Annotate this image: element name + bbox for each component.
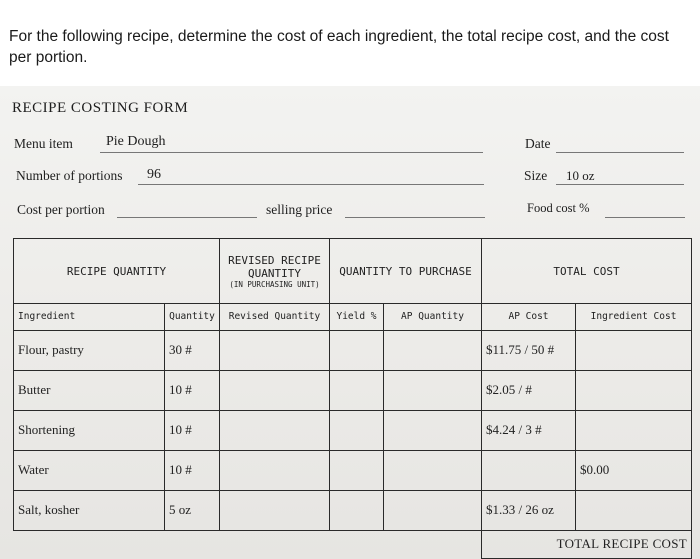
ap-quantity-cell[interactable] bbox=[384, 450, 482, 490]
food-cost-label: Food cost % bbox=[527, 201, 590, 215]
quantity-cell: 10 # bbox=[165, 410, 220, 450]
date-line bbox=[556, 152, 684, 153]
table-row bbox=[14, 450, 692, 490]
col-ingredient: Ingredient bbox=[14, 304, 165, 330]
size-line bbox=[556, 184, 684, 185]
yield-cell[interactable] bbox=[330, 410, 384, 450]
cost-per-portion-line bbox=[117, 217, 257, 218]
table-row bbox=[14, 330, 692, 370]
portions-value: 96 bbox=[147, 167, 161, 182]
ap-cost-cell: $4.24 / 3 # bbox=[482, 410, 576, 450]
question-text: For the following recipe, determine the cost of each ingredient, the total recipe cost, and the cost per portion. bbox=[9, 28, 669, 66]
menu-item-value: Pie Dough bbox=[106, 134, 166, 149]
ap-quantity-cell[interactable] bbox=[384, 410, 482, 450]
col-ingredient-cost: Ingredient Cost bbox=[576, 304, 692, 330]
col-ap-cost: AP Cost bbox=[482, 304, 576, 330]
portions-line bbox=[138, 184, 484, 185]
ap-cost-cell: $1.33 / 26 oz bbox=[482, 490, 576, 530]
col-quantity: Quantity bbox=[165, 304, 220, 330]
table-row bbox=[14, 370, 692, 410]
ingredient-cell: Water bbox=[14, 450, 165, 490]
selling-price-line bbox=[345, 217, 485, 218]
ap-cost-cell: $11.75 / 50 # bbox=[482, 330, 576, 370]
revised-quantity-title: REVISED RECIPE QUANTITY bbox=[228, 253, 321, 280]
recipe-quantity-header: RECIPE QUANTITY bbox=[14, 239, 220, 304]
ingredient-cost-cell[interactable]: $0.00 bbox=[576, 450, 692, 490]
yield-cell[interactable] bbox=[330, 450, 384, 490]
ingredient-cost-cell[interactable] bbox=[576, 490, 692, 530]
ap-cost-cell: $2.05 / # bbox=[482, 370, 576, 410]
quantity-to-purchase-header: QUANTITY TO PURCHASE bbox=[330, 239, 482, 304]
total-cost-header: TOTAL COST bbox=[482, 239, 692, 304]
size-value: 10 oz bbox=[566, 168, 595, 183]
ingredient-cell: Salt, kosher bbox=[14, 490, 165, 530]
revised-quantity-cell[interactable] bbox=[220, 330, 330, 370]
ingredient-cell: Butter bbox=[14, 370, 165, 410]
recipe-costing-form bbox=[0, 86, 700, 559]
revised-quantity-cell[interactable] bbox=[220, 490, 330, 530]
menu-item-label: Menu item bbox=[14, 136, 73, 151]
selling-price-label: selling price bbox=[266, 202, 333, 217]
ap-cost-cell bbox=[482, 450, 576, 490]
revised-quantity-header bbox=[220, 239, 330, 304]
ingredient-cost-cell[interactable] bbox=[576, 370, 692, 410]
quantity-cell: 5 oz bbox=[165, 490, 220, 530]
cost-per-portion-label: Cost per portion bbox=[17, 202, 105, 217]
ingredient-cell: Shortening bbox=[14, 410, 165, 450]
col-revised-quantity: Revised Quantity bbox=[220, 304, 330, 330]
revised-quantity-cell[interactable] bbox=[220, 370, 330, 410]
revised-quantity-subtitle: (IN PURCHASING UNIT) bbox=[229, 279, 320, 289]
form-title: RECIPE COSTING FORM bbox=[12, 100, 189, 116]
ap-quantity-cell[interactable] bbox=[384, 370, 482, 410]
ingredient-cell: Flour, pastry bbox=[14, 330, 165, 370]
total-spacer bbox=[14, 530, 482, 558]
yield-cell[interactable] bbox=[330, 370, 384, 410]
column-header-row bbox=[14, 304, 692, 330]
yield-cell[interactable] bbox=[330, 330, 384, 370]
food-cost-line bbox=[605, 217, 685, 218]
yield-cell[interactable] bbox=[330, 490, 384, 530]
table-row bbox=[14, 410, 692, 450]
quantity-cell: 30 # bbox=[165, 330, 220, 370]
group-header-row bbox=[14, 239, 692, 304]
col-ap-quantity: AP Quantity bbox=[384, 304, 482, 330]
size-label: Size bbox=[524, 168, 548, 183]
ap-quantity-cell[interactable] bbox=[384, 490, 482, 530]
ingredient-cost-cell[interactable] bbox=[576, 330, 692, 370]
table-row bbox=[14, 490, 692, 530]
recipe-table bbox=[13, 238, 692, 559]
menu-item-line bbox=[100, 152, 483, 153]
total-recipe-cost-label: TOTAL RECIPE COST bbox=[482, 530, 692, 558]
revised-quantity-cell[interactable] bbox=[220, 450, 330, 490]
ap-quantity-cell[interactable] bbox=[384, 330, 482, 370]
quantity-cell: 10 # bbox=[165, 450, 220, 490]
revised-quantity-cell[interactable] bbox=[220, 410, 330, 450]
col-yield: Yield % bbox=[330, 304, 384, 330]
portions-label: Number of portions bbox=[16, 168, 123, 183]
date-label: Date bbox=[525, 136, 551, 151]
quantity-cell: 10 # bbox=[165, 370, 220, 410]
ingredient-cost-cell[interactable] bbox=[576, 410, 692, 450]
total-row bbox=[14, 530, 692, 558]
